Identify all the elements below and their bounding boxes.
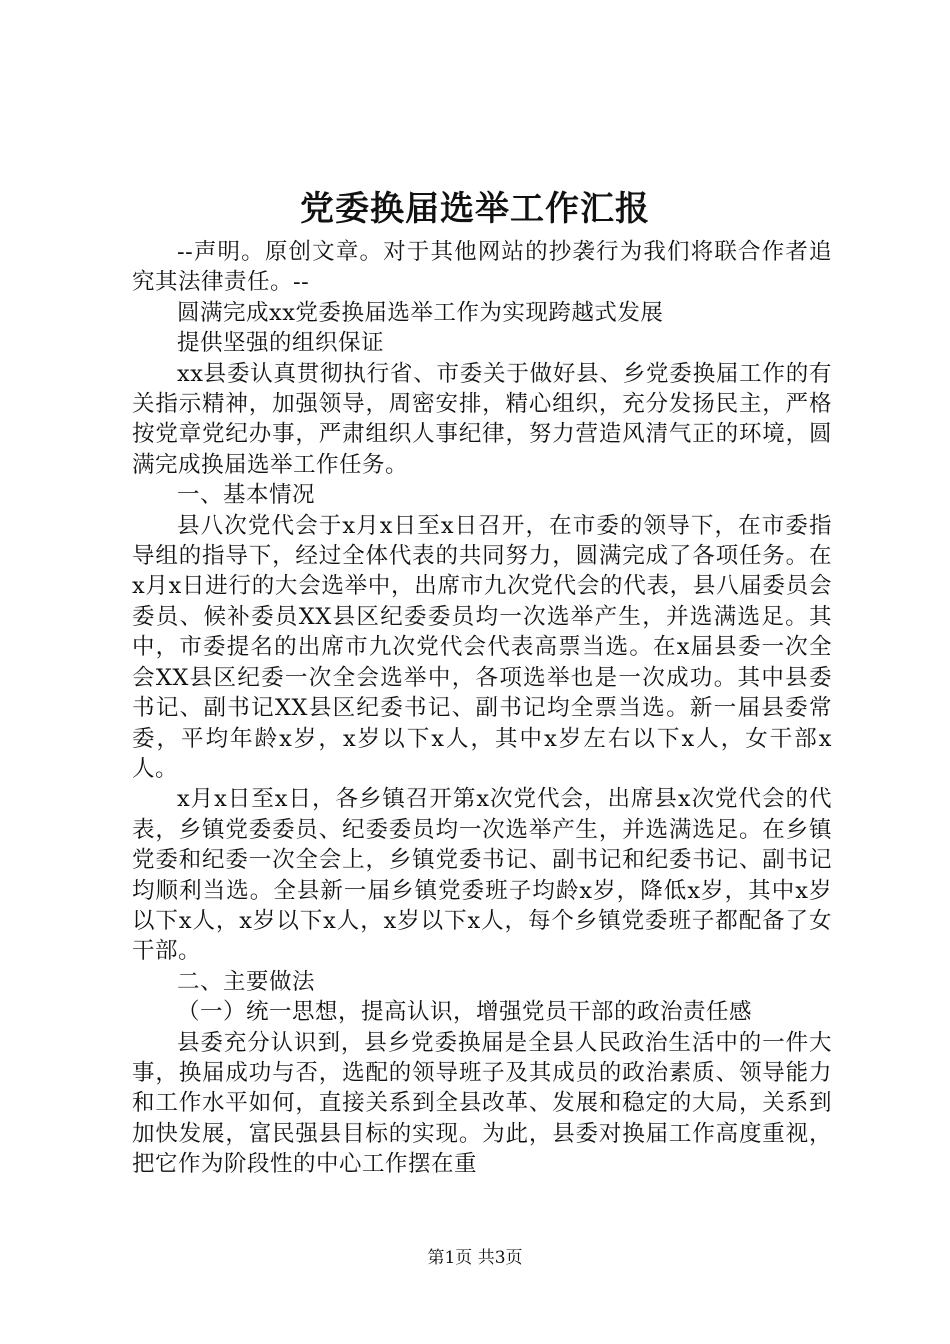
- page-number-footer: 第1页 共3页: [427, 1248, 523, 1268]
- paragraph-intro: xx县委认真贯彻执行省、市委关于做好县、乡党委换届工作的有关指示精神，加强领导，周密安排，精心组织，充分发扬民主，严格按党章党纪办事，严肃组织人事纪律，努力营造风清气正的环境，圆满完成换届选举工作任务。: [132, 360, 832, 478]
- paragraph-county-committee-awareness: 县委充分认识到，县乡党委换届是全县人民政治生活中的一件大事，换届成功与否，选配的领导班子及其成员的政治素质、领导能力和工作水平如何，直接关系到全县改革、发展和稳定的大局，关系到加快发展，富民强县目标的实现。为此，县委对换届工作高度重视，把它作为阶段性的中心工作摆在重: [132, 1029, 832, 1178]
- section-heading-basic-situation: 一、基本情况: [177, 482, 316, 509]
- paragraph-subtitle-line2: 提供坚强的组织保证: [177, 330, 385, 357]
- document-body: [132, 237, 832, 1180]
- paragraph-township-congress: x月x日至x日，各乡镇召开第x次党代会，出席县x次党代会的代表，乡镇党委委员、纪委委员均一次选举产生，并选满选足。在乡镇党委和纪委一次全会上，乡镇党委书记、副书记和纪委书记、副书记均顺利当选。全县新一届乡镇党委班子均龄x岁，降低x岁，其中x岁以下x人，x岁以下x人，x岁以下x人，每个乡镇党委班子都配备了女干部。: [132, 786, 832, 965]
- paragraph-county-congress: 县八次党代会于x月x日至x日召开，在市委的领导下，在市委指导组的指导下，经过全体代表的共同努力，圆满完成了各项任务。在x月x日进行的大会选举中，出席市九次党代会的代表，县八届委员会委员、候补委员XX县区纪委委员均一次选举产生，并选满选足。其中，市委提名的出席市九次党代会代表高票当选。在x届县委一次全会XX县区纪委一次全会选举中，各项选举也是一次成功。其中县委书记、副书记XX县区纪委书记、副书记均全票当选。新一届县委常委，平均年龄x岁，x岁以下x人，其中x岁左右以下x人，女干部x人。: [132, 512, 832, 782]
- subsection-heading-unify-thinking: （一）统一思想，提高认识，增强党员干部的政治责任感: [177, 999, 753, 1026]
- section-heading-main-practices: 二、主要做法: [177, 968, 316, 995]
- paragraph-subtitle-line1: 圆满完成xx党委换届选举工作为实现跨越式发展: [177, 299, 664, 326]
- document-title: 党委换届选举工作汇报: [300, 189, 650, 229]
- paragraph-statement: --声明。原创文章。对于其他网站的抄袭行为我们将联合作者追究其法律责任。--: [132, 239, 832, 296]
